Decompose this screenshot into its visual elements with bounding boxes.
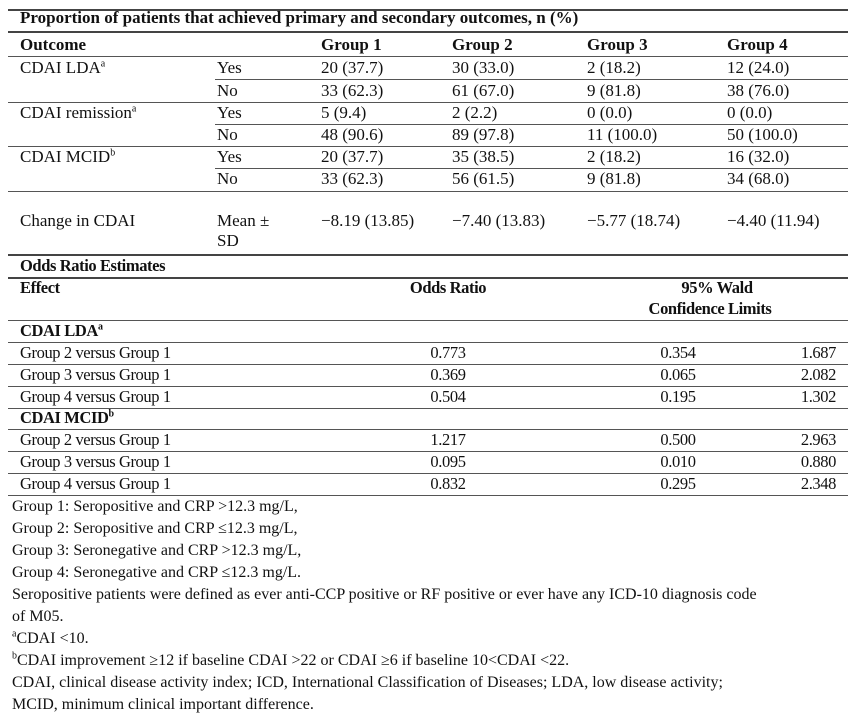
footnote [12, 673, 723, 693]
footnote-text: CDAI <10. [16, 630, 89, 647]
upper-ci-value [801, 430, 836, 450]
response-label-cont [217, 231, 239, 251]
table-rule [8, 495, 848, 496]
effect-label [20, 365, 171, 385]
cell-value [452, 103, 497, 123]
upper-ci-value [801, 452, 836, 472]
cell-value-text: 5 (9.4) [321, 103, 367, 122]
cell-value-text: 38 (76.0) [727, 81, 790, 100]
odds-ratio-value [430, 452, 465, 472]
response-label [217, 58, 242, 78]
cell-value [587, 147, 641, 167]
cell-value [321, 81, 383, 101]
footnote-text: Group 2: Seropositive and CRP ≤12.3 mg/L, [12, 520, 298, 537]
column-header-group-2 [452, 35, 513, 55]
effect-label [20, 474, 171, 494]
upper-ci-value-text: 2.963 [800, 430, 836, 449]
effect-label-text: Group 2 versus Group 1 [20, 430, 171, 449]
footnote [12, 519, 298, 539]
table-rule [215, 124, 848, 125]
cell-value-text: 0 (0.0) [727, 103, 773, 122]
cell-value [452, 125, 514, 145]
column-header-group-4 [727, 35, 788, 55]
effect-label-text: Group 4 versus Group 1 [20, 474, 171, 493]
cell-value-text: −8.19 (13.85) [321, 211, 415, 230]
column-header-outcome-text: Outcome [20, 35, 87, 54]
cell-value-text: −4.40 (11.94) [727, 211, 820, 230]
cell-value-text: 50 (100.0) [727, 125, 798, 144]
footnote-text: Seropositive patients were defined as ever anti-CCP positive or RF positive or ever have any ICD-10 diagnosis code [12, 586, 757, 603]
outcome-label [20, 58, 105, 78]
effect-label [20, 430, 171, 450]
column-header-ci-line2 [649, 299, 772, 319]
response-label [217, 81, 238, 101]
table-rule [8, 31, 848, 33]
outcome-label [20, 147, 115, 167]
cell-value [727, 147, 789, 167]
footnote [12, 629, 89, 649]
column-header-effect [20, 278, 60, 298]
cell-value-text: 12 (24.0) [727, 58, 790, 77]
table1-title [20, 8, 578, 28]
cell-value-text: 9 (81.8) [587, 169, 641, 188]
odds-ratio-value [430, 387, 465, 407]
footnote [12, 607, 64, 627]
response-label-cont-text: SD [217, 231, 239, 250]
table-rule [215, 79, 848, 80]
cell-value [452, 147, 514, 167]
lower-ci-value-text: 0.295 [660, 474, 696, 493]
cell-value [452, 58, 514, 78]
cell-value-text: 34 (68.0) [727, 169, 790, 188]
outcome-label [20, 103, 136, 123]
cell-value-text: 35 (38.5) [452, 147, 515, 166]
upper-ci-value-text: 2.082 [800, 365, 836, 384]
odds-ratio-value [430, 430, 465, 450]
cell-value [452, 169, 514, 189]
footnote-text: CDAI improvement ≥12 if baseline CDAI >22 or CDAI ≥6 if baseline 10<CDAI <22. [17, 652, 570, 669]
lower-ci-value-text: 0.010 [660, 452, 696, 471]
section-label-text: CDAI LDA [20, 321, 98, 340]
cell-value [321, 58, 383, 78]
footnote-text: CDAI, clinical disease activity index; ICD, International Classification of Diseases; LDA, low disease activity; [12, 674, 723, 691]
outcome-label-text: CDAI LDA [20, 58, 101, 77]
cell-value-text: 61 (67.0) [452, 81, 515, 100]
response-label [217, 169, 238, 189]
lower-ci-value-text: 0.500 [660, 430, 696, 449]
footnote-marker: b [110, 147, 116, 159]
cell-value-text: −7.40 (13.83) [452, 211, 546, 230]
column-header-effect-text: Effect [20, 278, 60, 297]
cell-value-text: −5.77 (18.74) [587, 211, 681, 230]
footnote [12, 541, 301, 561]
column-header-ci-line1 [681, 278, 752, 298]
odds-ratio-value [430, 474, 465, 494]
upper-ci-value-text: 0.880 [800, 452, 836, 471]
effect-label-text: Group 3 versus Group 1 [20, 365, 171, 384]
footnote-text: Group 1: Seropositive and CRP >12.3 mg/L, [12, 498, 298, 515]
effect-label-text: Group 3 versus Group 1 [20, 452, 171, 471]
footnote-text: Group 4: Seronegative and CRP ≤12.3 mg/L. [12, 564, 302, 581]
outcome-label-text: CDAI remission [20, 103, 132, 122]
footnote-text: MCID, minimum clinical important difference. [12, 696, 314, 713]
response-label [217, 103, 242, 123]
cell-value-text: 48 (90.6) [321, 125, 384, 144]
column-header-group-3 [587, 35, 648, 55]
cell-value [321, 211, 414, 231]
response-label-text: No [217, 169, 238, 188]
cell-value-text: 20 (37.7) [321, 58, 384, 77]
response-label-text: Mean ± [217, 211, 270, 230]
upper-ci-value [801, 343, 836, 363]
cell-value-text: 33 (62.3) [321, 81, 384, 100]
outcome-label-text: CDAI MCID [20, 147, 111, 166]
cell-value [727, 103, 772, 123]
cell-value [587, 81, 641, 101]
table2-title [20, 256, 165, 276]
column-header-ci-line2-text: Confidence Limits [648, 299, 772, 318]
upper-ci-value-text: 1.302 [800, 387, 836, 406]
cell-value [727, 211, 820, 231]
response-label [217, 147, 242, 167]
odds-ratio-value-text: 0.773 [430, 343, 466, 362]
lower-ci-value [660, 365, 695, 385]
odds-ratio-value-text: 0.504 [430, 387, 466, 406]
section-label-text: CDAI MCID [20, 408, 109, 427]
odds-ratio-value-text: 0.095 [430, 452, 466, 471]
lower-ci-value [660, 387, 695, 407]
footnote [12, 651, 569, 671]
lower-ci-value [660, 430, 695, 450]
response-label-text: Yes [217, 103, 242, 122]
upper-ci-value-text: 2.348 [800, 474, 836, 493]
cell-value-text: 30 (33.0) [452, 58, 515, 77]
effect-label [20, 452, 171, 472]
table-rule [8, 320, 848, 321]
cell-value-text: 20 (37.7) [321, 147, 384, 166]
cell-value [587, 103, 632, 123]
table1-title-text: Proportion of patients that achieved primary and secondary outcomes, n (%) [20, 8, 579, 27]
effect-label [20, 387, 171, 407]
column-header-ci-line1-text: 95% Wald [681, 278, 753, 297]
odds-ratio-value [430, 365, 465, 385]
upper-ci-value [801, 387, 836, 407]
footnote-marker: b [108, 408, 114, 420]
column-header-outcome [20, 35, 86, 55]
table-rule [8, 102, 848, 103]
cell-value [727, 81, 789, 101]
odds-ratio-value [430, 343, 465, 363]
effect-label-text: Group 2 versus Group 1 [20, 343, 171, 362]
lower-ci-value [660, 474, 695, 494]
cell-value [587, 211, 680, 231]
column-header-group-2-text: Group 2 [452, 35, 513, 54]
footnote-marker: b [12, 650, 17, 662]
cell-value-text: 16 (32.0) [727, 147, 790, 166]
cell-value [587, 125, 657, 145]
footnote [12, 563, 301, 583]
cell-value [321, 125, 383, 145]
cell-value-text: 33 (62.3) [321, 169, 384, 188]
column-header-group-3-text: Group 3 [587, 35, 648, 54]
lower-ci-value [660, 452, 695, 472]
footnote [12, 497, 298, 517]
footnote-marker: a [100, 58, 106, 70]
cell-value-text: 2 (2.2) [452, 103, 498, 122]
table-rule [8, 191, 848, 192]
column-header-odds-ratio [410, 278, 486, 298]
cell-value [321, 169, 383, 189]
upper-ci-value [801, 365, 836, 385]
cell-value-text: 89 (97.8) [452, 125, 515, 144]
cell-value [587, 58, 641, 78]
effect-label [20, 343, 171, 363]
cell-value [727, 58, 789, 78]
cell-value [452, 211, 545, 231]
column-header-group-1-text: Group 1 [321, 35, 382, 54]
response-label-text: Yes [217, 147, 242, 166]
outcome-label-text: Change in CDAI [20, 211, 136, 230]
cell-value-text: 2 (18.2) [587, 147, 641, 166]
cell-value [727, 125, 798, 145]
response-label [217, 125, 238, 145]
cell-value [321, 103, 366, 123]
table-rule [8, 146, 848, 147]
cell-value-text: 0 (0.0) [587, 103, 633, 122]
footnote-marker: a [12, 628, 17, 640]
response-label-text: No [217, 125, 238, 144]
column-header-odds-ratio-text: Odds Ratio [409, 278, 487, 297]
lower-ci-value [660, 343, 695, 363]
footnote-text: Group 3: Seronegative and CRP >12.3 mg/L, [12, 542, 302, 559]
table-rule [8, 408, 848, 409]
odds-ratio-value-text: 1.217 [430, 430, 466, 449]
outcome-label [20, 211, 135, 231]
odds-ratio-value-text: 0.832 [430, 474, 466, 493]
odds-ratio-value-text: 0.369 [430, 365, 466, 384]
cell-value [452, 81, 514, 101]
response-label-text: Yes [217, 58, 242, 77]
column-header-group-4-text: Group 4 [727, 35, 788, 54]
section-label [20, 408, 114, 428]
cell-value [587, 169, 641, 189]
table-rule [8, 56, 848, 57]
response-label [217, 211, 269, 231]
effect-label-text: Group 4 versus Group 1 [20, 387, 171, 406]
footnote [12, 585, 757, 605]
upper-ci-value [801, 474, 836, 494]
section-label [20, 321, 103, 341]
cell-value-text: 56 (61.5) [452, 169, 515, 188]
lower-ci-value-text: 0.354 [660, 343, 696, 362]
table-rule [215, 168, 848, 169]
response-label-text: No [217, 81, 238, 100]
footnote [12, 695, 314, 715]
cell-value [727, 169, 789, 189]
footnote-marker: a [97, 321, 103, 333]
column-header-group-1 [321, 35, 382, 55]
cell-value-text: 11 (100.0) [587, 125, 658, 144]
footnote-text: of M05. [12, 608, 64, 625]
table2-title-text: Odds Ratio Estimates [20, 256, 166, 275]
cell-value [321, 147, 383, 167]
cell-value-text: 9 (81.8) [587, 81, 641, 100]
cell-value-text: 2 (18.2) [587, 58, 641, 77]
footnote-marker: a [131, 103, 137, 115]
lower-ci-value-text: 0.195 [660, 387, 696, 406]
upper-ci-value-text: 1.687 [800, 343, 836, 362]
lower-ci-value-text: 0.065 [660, 365, 696, 384]
